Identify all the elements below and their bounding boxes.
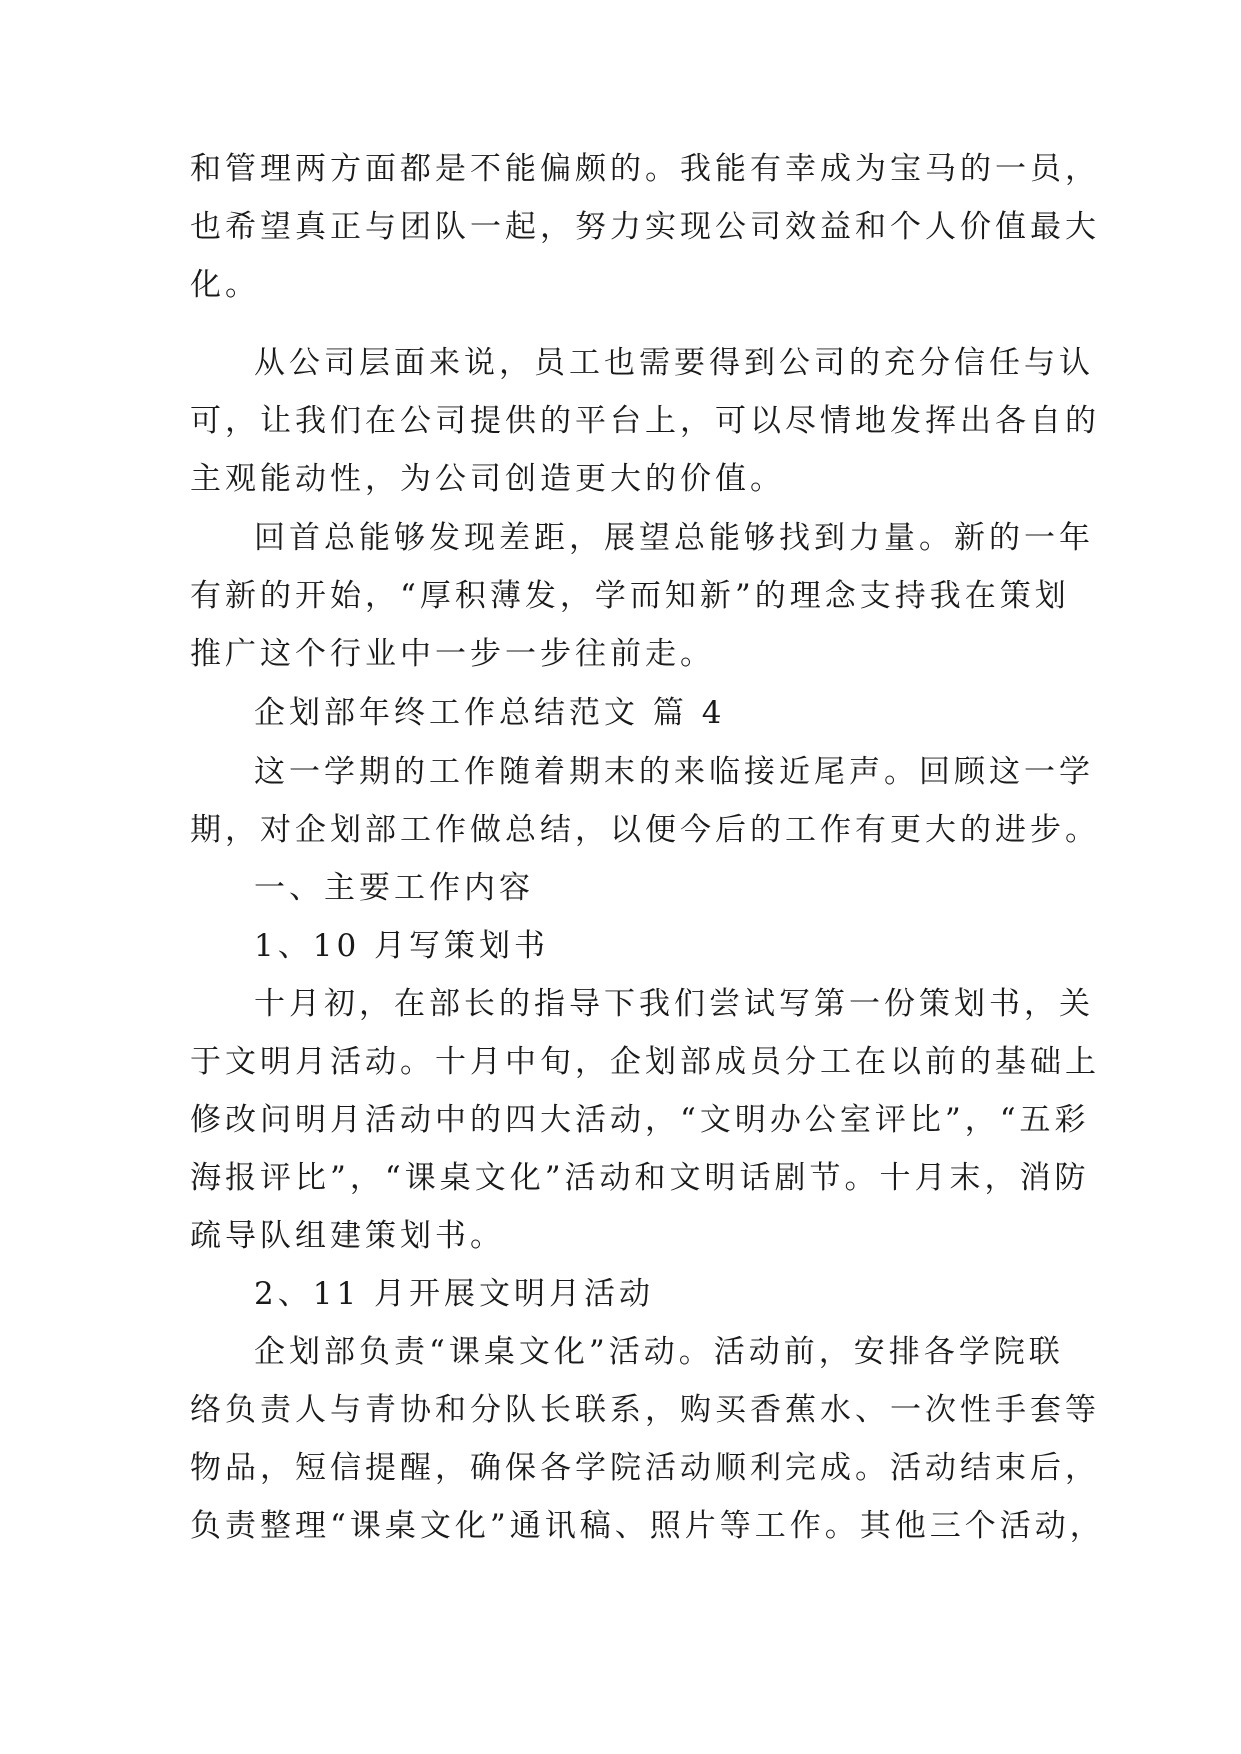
paragraph-line: 企划部负责“课桌文化”活动。活动前，安排各学院联 [254,1334,1064,1370]
paragraph-line: 从公司层面来说，员工也需要得到公司的充分信任与认 [254,345,1094,381]
paragraph-line: 和管理两方面都是不能偏颇的。我能有幸成为宝马的一员， [190,151,1100,187]
paragraph-line: 修改问明月活动中的四大活动，“文明办公室评比”，“五彩 [190,1102,1090,1138]
paragraph-line: 十月初，在部长的指导下我们尝试写第一份策划书，关 [254,986,1094,1022]
paragraph-line: 于文明月活动。十月中旬，企划部成员分工在以前的基础上 [190,1044,1100,1080]
paragraph-line: 这一学期的工作随着期末的来临接近尾声。回顾这一学 [254,754,1094,790]
paragraph-line: 也希望真正与团队一起，努力实现公司效益和个人价值最大 [190,209,1100,245]
heading-line: 2、11 月开展文明月活动 [254,1276,655,1312]
paragraph-line: 主观能动性，为公司创造更大的价值。 [190,461,785,497]
paragraph-line: 有新的开始，“厚积薄发，学而知新”的理念支持我在策划 [190,578,1070,614]
paragraph-line: 化。 [190,267,260,303]
heading-line: 1、10 月写策划书 [254,928,550,964]
heading-line: 一、主要工作内容 [254,870,534,906]
paragraph-line: 疏导队组建策划书。 [190,1218,505,1254]
paragraph-line: 推广这个行业中一步一步往前走。 [190,636,715,672]
paragraph-line: 可，让我们在公司提供的平台上，可以尽情地发挥出各自的 [190,403,1100,439]
paragraph-line: 负责整理“课桌文化”通讯稿、照片等工作。其他三个活动， [190,1508,1105,1544]
paragraph-line: 物品，短信提醒，确保各学院活动顺利完成。活动结束后， [190,1450,1100,1486]
section-title: 企划部年终工作总结范文 篇 4 [254,695,726,731]
paragraph-line: 期，对企划部工作做总结，以便今后的工作有更大的进步。 [190,812,1100,848]
paragraph-line: 络负责人与青协和分队长联系，购买香蕉水、一次性手套等 [190,1392,1100,1428]
paragraph-line: 海报评比”，“课桌文化”活动和文明话剧节。十月末，消防 [190,1160,1090,1196]
paragraph-line: 回首总能够发现差距，展望总能够找到力量。新的一年 [254,520,1094,556]
